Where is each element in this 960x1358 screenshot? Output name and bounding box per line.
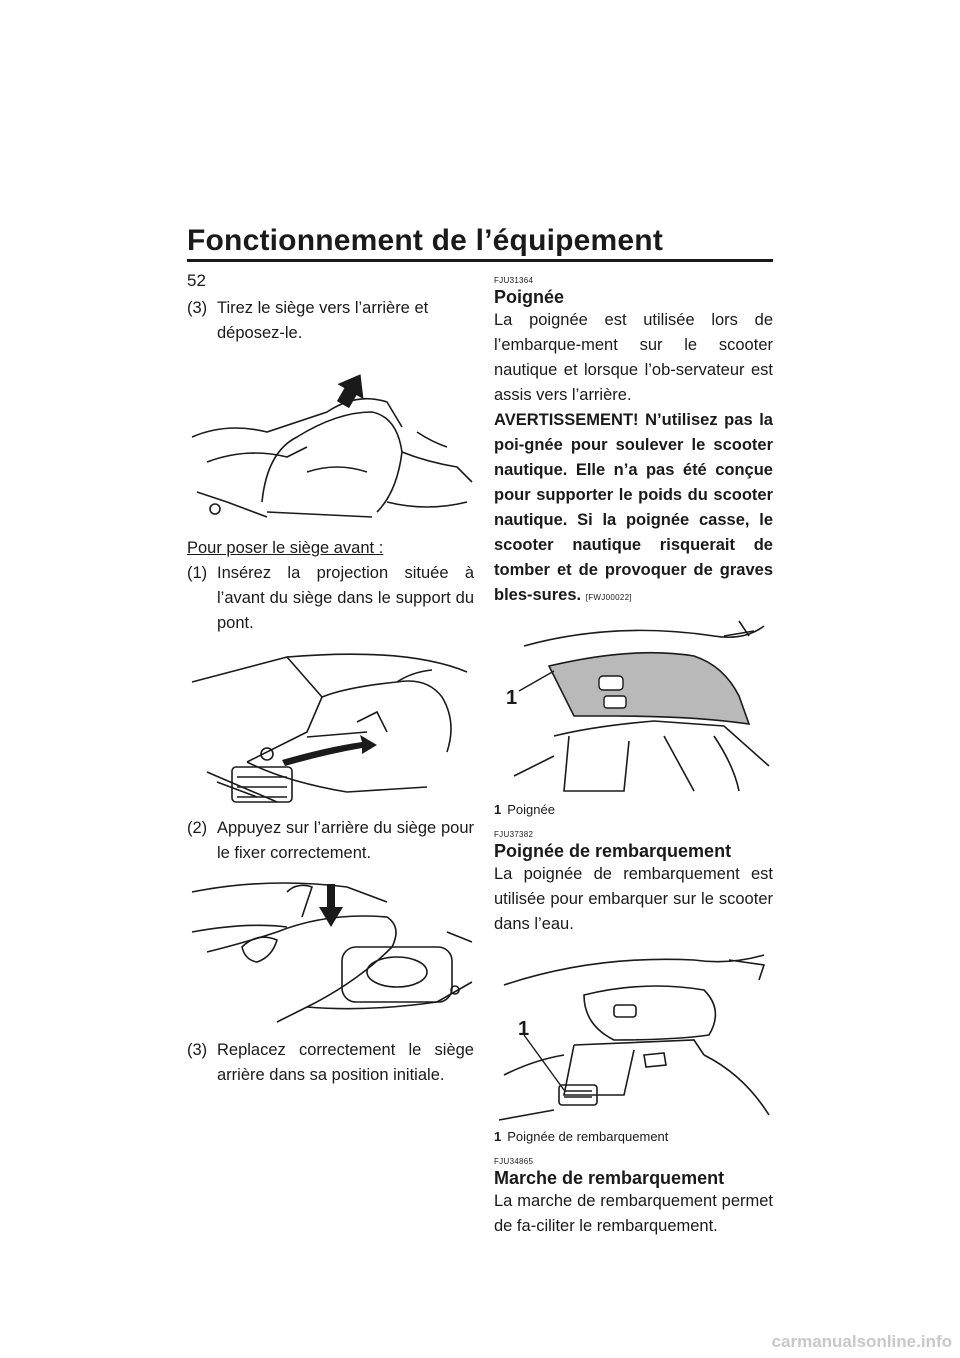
figure-caption: 1 Poignée de rembarquement [494,1129,669,1144]
step-text: Tirez le siège vers l’arrière et déposez-le. [217,299,429,342]
page-number: 52 [187,271,206,290]
step-text: Replacez correctement le siège arrière dans sa position initiale. [217,1041,474,1084]
seat-removal-illustration [187,352,474,530]
step-text: Appuyez sur l’arrière du siège pour le fixer correctement. [217,819,474,862]
section-code: FJU34865 [494,1157,534,1166]
section-heading-reboarding-step: Marche de rembarquement [494,1168,725,1188]
section-body: La poignée est utilisée lors de l’embarque-ment sur le scooter nautique et lorsque l’ob-servateur est assis vers l’arrière. [494,311,773,404]
figure-reboarding-handle [494,945,773,1123]
section-code: FJU37382 [494,830,534,839]
section-body: La poignée de rembarquement est utilisée pour embarquer sur le scooter dans l’eau. [494,865,773,933]
caption-number: 1 [494,1129,502,1144]
arrow-down-icon [319,884,343,927]
callout-1: 1 [518,1018,530,1040]
step-text: Insérez la projection située à l’avant du siège dans le support du pont. [217,564,474,632]
callout-1: 1 [506,687,518,709]
section-heading-reboarding-handle: Poignée de rembarquement [494,841,732,861]
seat-insertion-illustration [187,642,474,810]
step-number: (3) [187,299,208,317]
left-column [187,274,474,1088]
step-replace-rear-seat [187,1038,474,1088]
arrow-left-icon [282,735,377,766]
arrow-up-icon [330,367,373,412]
section-heading-poignee: Poignée [494,287,565,307]
watermark: carmanualsonline.info [771,1332,952,1351]
step-press-seat [187,816,474,866]
step-number: (1) [187,564,208,582]
caption-number: 1 [494,802,502,817]
figure-caption: 1 Poignée [494,802,555,817]
step-number: (3) [187,1041,208,1059]
section-body: La marche de rembarquement permet de fa-ciliter le rembarquement. [494,1192,773,1235]
seat-press-illustration [187,872,474,1032]
page-title: Fonctionnement de l’équipement [187,224,664,257]
reboarding-handle-illustration [494,945,773,1123]
header-rule [187,259,773,262]
figure-poignee [494,616,773,796]
install-subheading: Pour poser le siège avant : [187,539,384,557]
warning-code: [FWJ00022] [585,593,632,602]
section-code: FJU31364 [494,276,534,285]
right-column [494,274,773,1239]
step-insert-projection [187,561,474,636]
step-remove-seat [187,296,474,346]
step-number: (2) [187,819,208,837]
warning-text: AVERTISSEMENT! N’utilisez pas la poi-gnée pour soulever le scooter nautique. Elle n’a pas été conçue pour supporter le poids du scooter nautique. Si la poignée casse, le scooter nautique risquerait de tomber et de provoquer de graves bles-sures. [FWJ00022] [494,411,773,604]
grab-handle-illustration [494,616,773,796]
